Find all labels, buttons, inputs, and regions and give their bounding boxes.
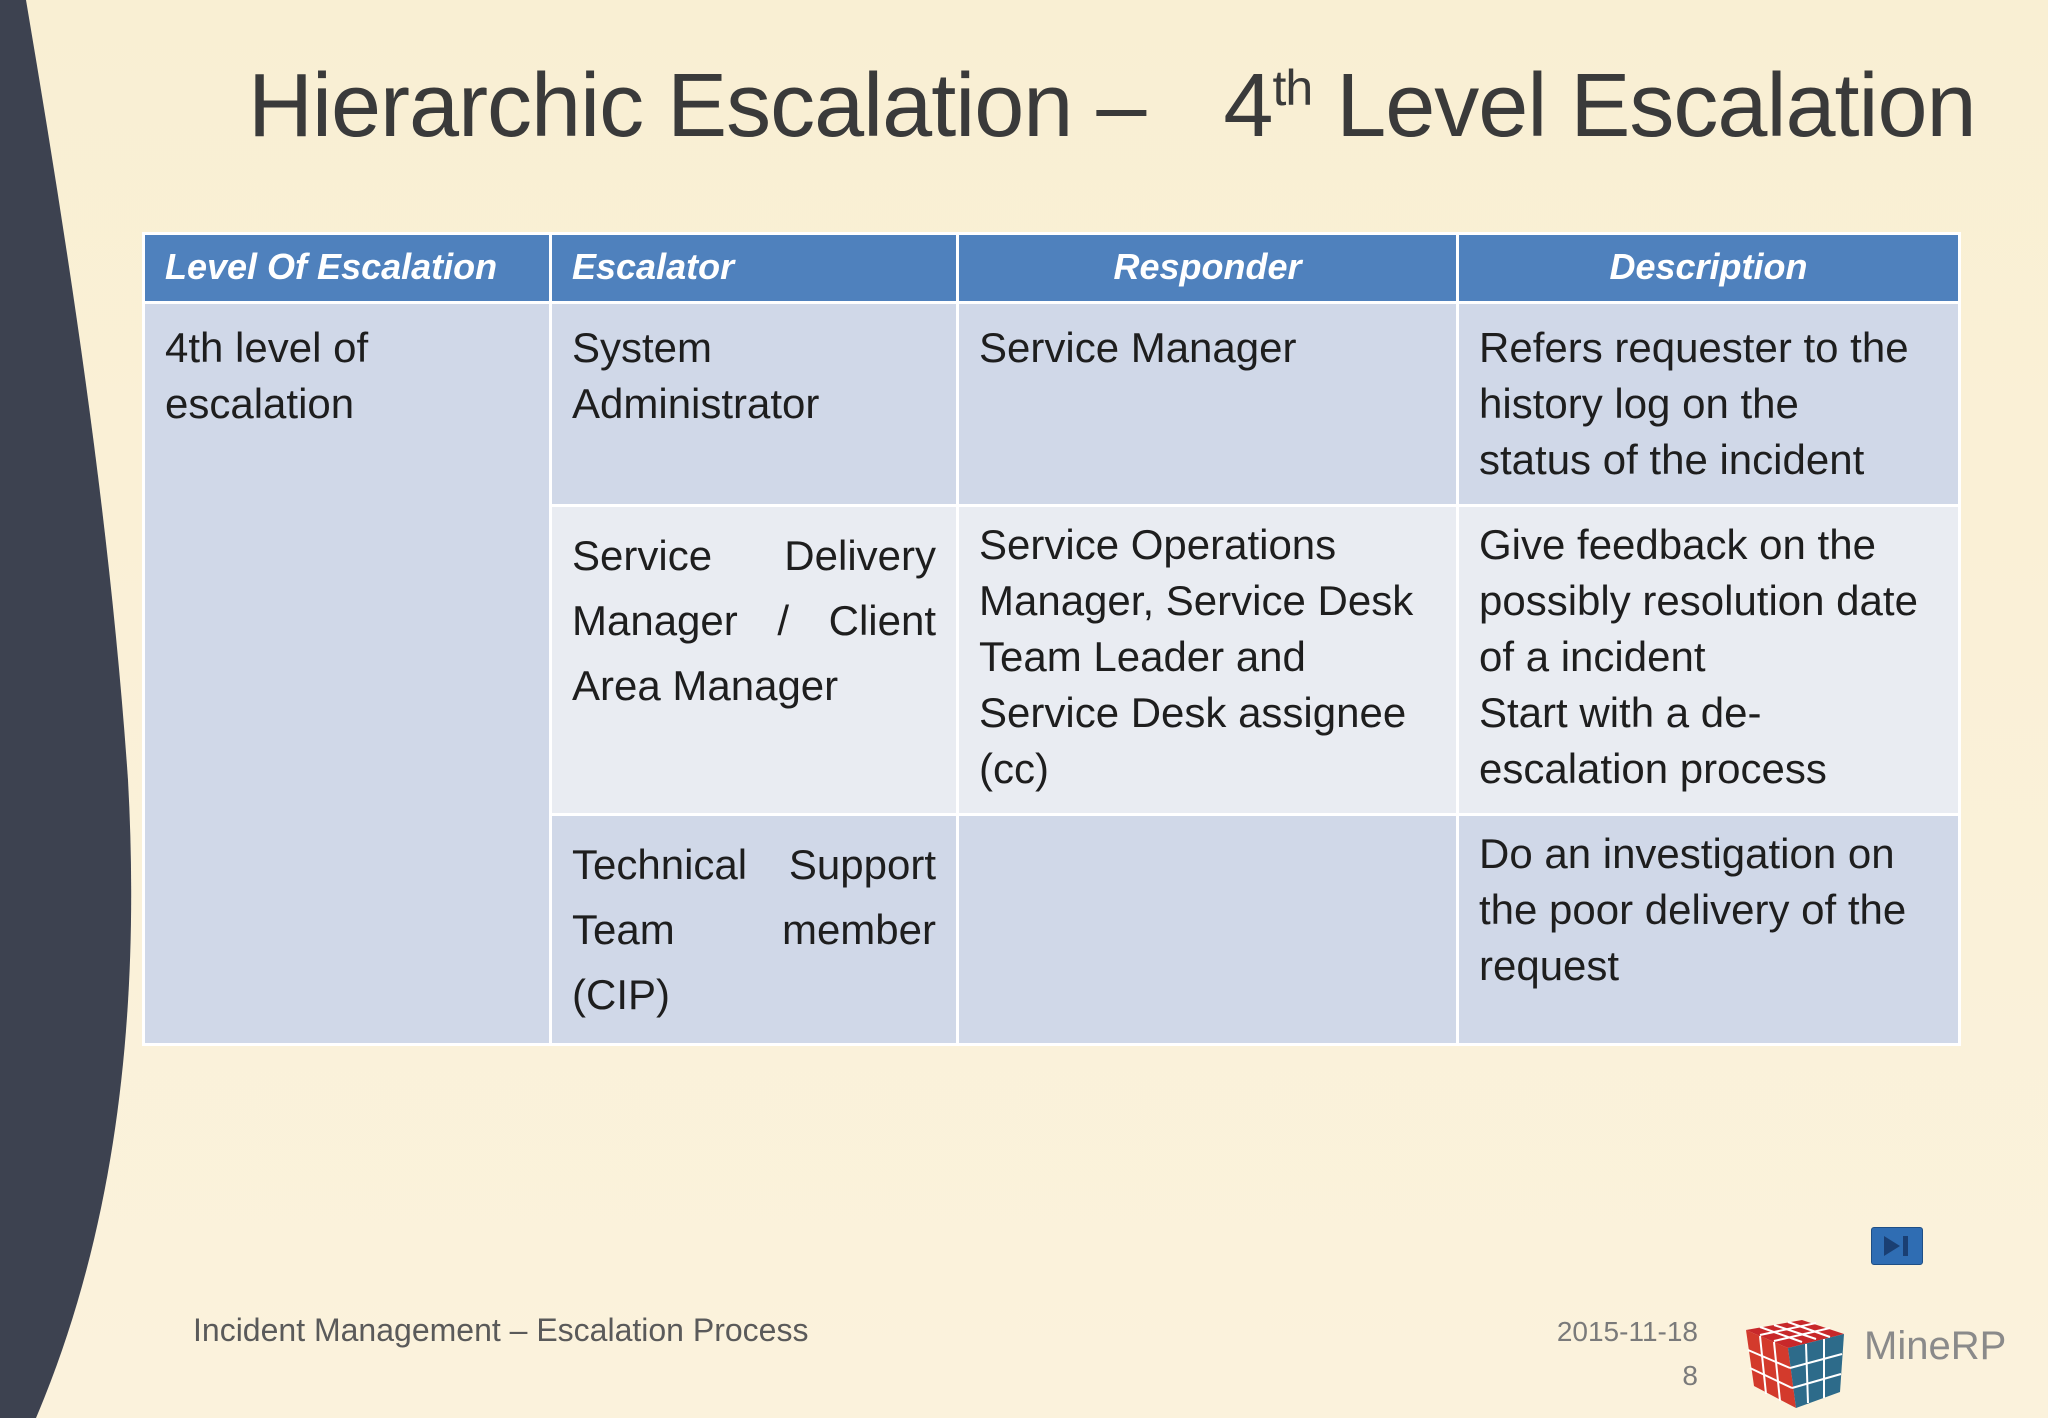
title-ordinal: th: [1272, 60, 1313, 116]
escalator-cell: System Administrator: [551, 303, 958, 506]
escalation-table: [142, 232, 1961, 1046]
description-cell: Give feedback on the possibly resolution date of a incident Start with a de- escalation process: [1458, 506, 1960, 815]
responder-cell: Service Manager: [958, 303, 1458, 506]
slide-title: Hierarchic Escalation – 4th Level Escalation: [248, 56, 1976, 156]
escalator-cell: Service Delivery Manager / Client Area Manager: [551, 506, 958, 815]
level-cell: 4th level of escalation: [144, 303, 551, 1045]
footer-title: Incident Management – Escalation Process: [193, 1312, 809, 1348]
next-slide-icon[interactable]: [1871, 1227, 1923, 1265]
description-cell: Do an investigation on the poor delivery of the request: [1458, 815, 1960, 1045]
header-escalator: Escalator: [551, 234, 958, 303]
header-description: Description: [1458, 234, 1960, 303]
title-tail: Level Escalation: [1336, 56, 1976, 156]
minerp-logo-text: MineRP: [1864, 1324, 2007, 1368]
description-cell: Refers requester to the history log on the status of the incident: [1458, 303, 1960, 506]
table-header-row: [144, 234, 1960, 303]
header-level: Level Of Escalation: [144, 234, 551, 303]
footer-date: 2015-11-18: [1556, 1316, 1698, 1347]
responder-cell: Service Operations Manager, Service Desk Team Leader and Service Desk assignee (cc): [958, 506, 1458, 815]
minerp-cube-logo: [1740, 1308, 1852, 1412]
title-number: 4: [1223, 56, 1273, 156]
responder-cell-empty: [958, 815, 1458, 1045]
header-responder: Responder: [958, 234, 1458, 303]
left-decorative-band: [0, 0, 150, 1418]
escalator-cell: Technical Support Team member (CIP): [551, 815, 958, 1045]
page-number: 8: [1682, 1360, 1698, 1391]
table-row: [144, 303, 1960, 506]
